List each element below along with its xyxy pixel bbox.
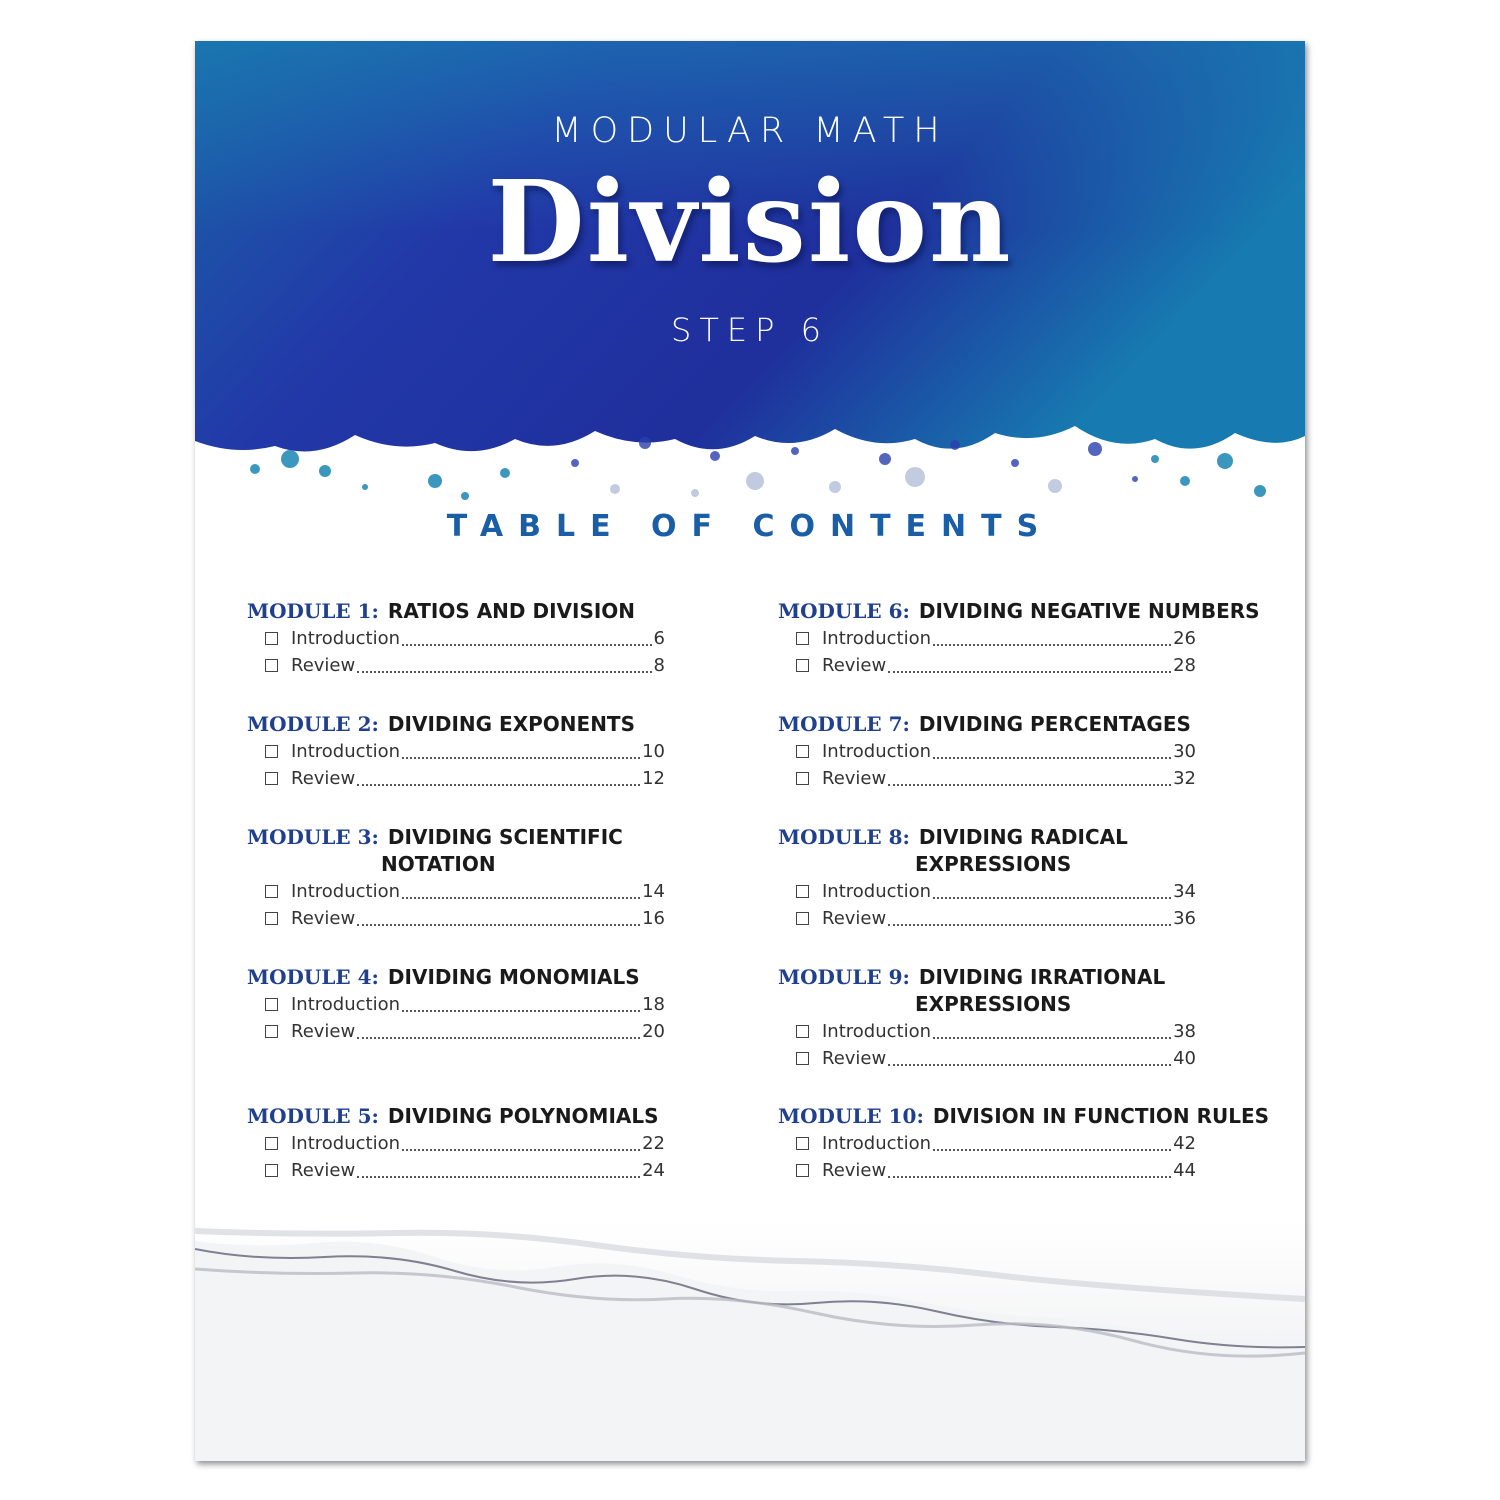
module-title: DIVIDING RADICAL	[918, 825, 1128, 849]
step-label: STEP 6	[671, 311, 829, 349]
module-number: MODULE 6:	[778, 599, 910, 623]
module-1	[247, 598, 665, 679]
document-page	[195, 41, 1305, 1461]
module-5	[247, 1103, 665, 1184]
module-4	[247, 964, 665, 1045]
toc-entry-review[interactable]: Review 36	[796, 905, 1196, 932]
module-3	[247, 824, 665, 932]
dot-leader	[888, 784, 1171, 786]
checkbox[interactable]	[265, 745, 278, 758]
page-number: 40	[1173, 1048, 1196, 1069]
checkbox[interactable]	[796, 659, 809, 672]
toc-entry-review[interactable]: Review 24	[265, 1157, 665, 1184]
page-number: 12	[642, 768, 665, 789]
toc-entry-introduction[interactable]: Introduction 34	[796, 878, 1196, 905]
dot-leader	[402, 1010, 640, 1012]
toc-entry-review[interactable]: Review 20	[265, 1018, 665, 1045]
page-number: 32	[1173, 768, 1196, 789]
toc-entry-introduction[interactable]: Introduction 6	[265, 625, 665, 652]
module-title-continued: NOTATION	[381, 852, 496, 876]
module-8	[778, 824, 1196, 932]
dot-leader	[402, 897, 640, 899]
module-title: DIVIDING EXPONENTS	[387, 712, 635, 736]
checkbox[interactable]	[796, 632, 809, 645]
module-number: MODULE 1:	[247, 599, 379, 623]
checkbox[interactable]	[265, 659, 278, 672]
toc-heading: TABLE OF CONTENTS	[446, 509, 1054, 544]
dot-leader	[933, 644, 1171, 646]
module-6	[778, 598, 1260, 679]
page-number: 8	[653, 655, 665, 676]
toc-entry-review[interactable]: Review 16	[265, 905, 665, 932]
toc-entry-introduction[interactable]: Introduction 26	[796, 625, 1196, 652]
checkbox[interactable]	[796, 912, 809, 925]
page-number: 14	[642, 881, 665, 902]
module-title: DIVIDING NEGATIVE NUMBERS	[918, 599, 1260, 623]
checkbox[interactable]	[265, 772, 278, 785]
toc-entry-review[interactable]: Review 44	[796, 1157, 1196, 1184]
toc-entry-review[interactable]: Review 32	[796, 765, 1196, 792]
toc-entry-review[interactable]: Review 40	[796, 1045, 1196, 1072]
dot-leader	[933, 1149, 1171, 1151]
toc-entry-introduction[interactable]: Introduction 18	[265, 991, 665, 1018]
module-title: DIVIDING IRRATIONAL	[918, 965, 1166, 989]
dot-leader	[933, 1037, 1171, 1039]
page-number: 26	[1173, 628, 1196, 649]
checkbox[interactable]	[265, 1137, 278, 1150]
dot-leader	[357, 1037, 640, 1039]
page-number: 28	[1173, 655, 1196, 676]
module-number: MODULE 9:	[778, 965, 910, 989]
checkbox[interactable]	[796, 1164, 809, 1177]
dot-leader	[402, 757, 640, 759]
dot-leader	[888, 924, 1171, 926]
checkbox[interactable]	[796, 1052, 809, 1065]
dot-leader	[402, 644, 652, 646]
page-number: 36	[1173, 908, 1196, 929]
module-number: MODULE 7:	[778, 712, 910, 736]
checkbox[interactable]	[265, 998, 278, 1011]
checkbox[interactable]	[796, 745, 809, 758]
dot-leader	[357, 924, 640, 926]
page-number: 34	[1173, 881, 1196, 902]
page-number: 38	[1173, 1021, 1196, 1042]
checkbox[interactable]	[796, 1137, 809, 1150]
checkbox[interactable]	[265, 632, 278, 645]
dot-leader	[888, 1064, 1171, 1066]
module-title: DIVISION IN FUNCTION RULES	[932, 1104, 1270, 1128]
toc-entry-introduction[interactable]: Introduction 10	[265, 738, 665, 765]
module-number: MODULE 8:	[778, 825, 910, 849]
module-title: DIVIDING SCIENTIFIC	[387, 825, 623, 849]
module-title-continued: EXPRESSIONS	[915, 992, 1072, 1016]
module-number: MODULE 4:	[247, 965, 379, 989]
dot-leader	[933, 897, 1171, 899]
module-10	[778, 1103, 1270, 1184]
book-title: Division	[487, 157, 1013, 288]
module-9	[778, 964, 1196, 1072]
checkbox[interactable]	[265, 885, 278, 898]
page-number: 10	[642, 741, 665, 762]
checkbox[interactable]	[265, 1025, 278, 1038]
checkbox[interactable]	[796, 772, 809, 785]
toc-entry-introduction[interactable]: Introduction 38	[796, 1018, 1196, 1045]
dot-leader	[357, 1176, 640, 1178]
checkbox[interactable]	[796, 1025, 809, 1038]
module-number: MODULE 10:	[778, 1104, 924, 1128]
module-title: DIVIDING PERCENTAGES	[918, 712, 1191, 736]
module-title: DIVIDING MONOMIALS	[387, 965, 640, 989]
dot-leader	[357, 671, 651, 673]
module-title: RATIOS AND DIVISION	[387, 599, 636, 623]
page-number: 24	[642, 1160, 665, 1181]
checkbox[interactable]	[796, 885, 809, 898]
toc-entry-review[interactable]: Review 8	[265, 652, 665, 679]
toc-entry-introduction[interactable]: Introduction 14	[265, 878, 665, 905]
module-number: MODULE 5:	[247, 1104, 379, 1128]
toc-entry-introduction[interactable]: Introduction 22	[265, 1130, 665, 1157]
page-number: 6	[653, 628, 665, 649]
page-number: 20	[642, 1021, 665, 1042]
module-title: DIVIDING POLYNOMIALS	[387, 1104, 659, 1128]
page-number: 16	[642, 908, 665, 929]
toc-entry-review[interactable]: Review 28	[796, 652, 1196, 679]
page-number: 30	[1173, 741, 1196, 762]
checkbox[interactable]	[265, 1164, 278, 1177]
torn-paper-art	[195, 1221, 1305, 1461]
module-number: MODULE 2:	[247, 712, 379, 736]
toc-entry-review[interactable]: Review 12	[265, 765, 665, 792]
dot-leader	[888, 671, 1171, 673]
dot-leader	[888, 1176, 1171, 1178]
module-title-continued: EXPRESSIONS	[915, 852, 1072, 876]
module-7	[778, 711, 1196, 792]
page-number: 42	[1173, 1133, 1196, 1154]
series-title: MODULAR MATH	[551, 111, 949, 151]
dot-leader	[402, 1149, 640, 1151]
toc-entry-introduction[interactable]: Introduction 42	[796, 1130, 1196, 1157]
toc-entry-introduction[interactable]: Introduction 30	[796, 738, 1196, 765]
dot-leader	[357, 784, 640, 786]
dot-leader	[933, 757, 1171, 759]
checkbox[interactable]	[265, 912, 278, 925]
page-number: 22	[642, 1133, 665, 1154]
page-number: 18	[642, 994, 665, 1015]
module-2	[247, 711, 665, 792]
page-number: 44	[1173, 1160, 1196, 1181]
module-number: MODULE 3:	[247, 825, 379, 849]
